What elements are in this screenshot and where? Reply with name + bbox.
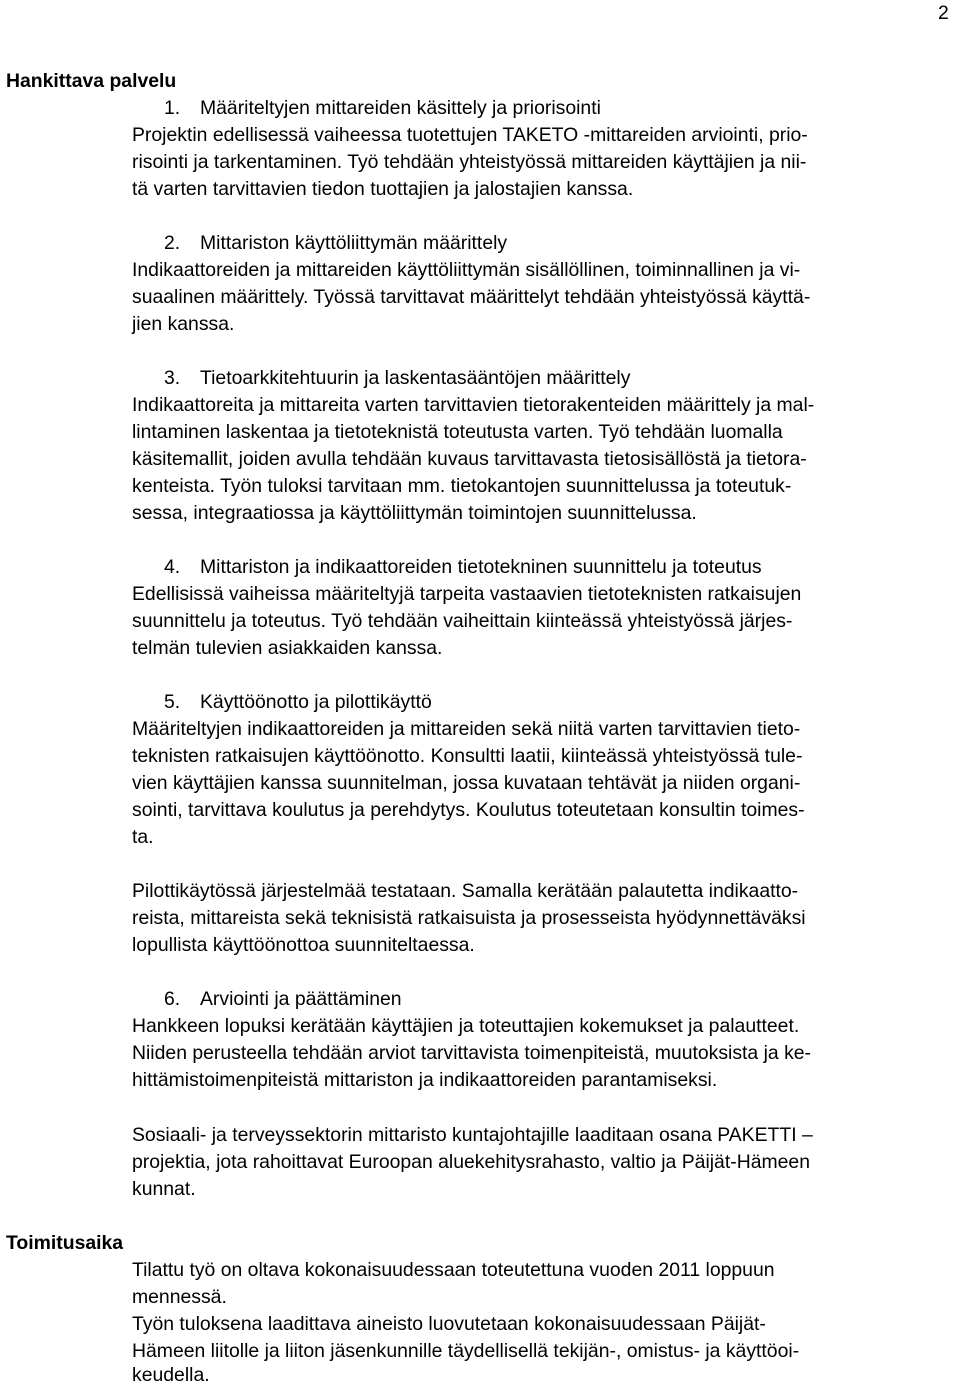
- item-1-title: [164, 95, 601, 122]
- delivery-line: Työn tuloksena laadittava aineisto luovutetaan kokonaisuudessaan Päijät-: [132, 1313, 766, 1335]
- item-5-extra-line: Pilottikäytössä järjestelmää testataan. Samalla kerätään palautetta indikaatto-: [132, 880, 799, 902]
- section-heading-service: Hankittava palvelu: [6, 70, 177, 92]
- delivery-line: Hämeen liitolle ja liiton jäsenkunnille täydellisellä tekijän-, omistus- ja käyttöoi-: [132, 1340, 800, 1362]
- item-5-title-text: Käyttöönotto ja pilottikäyttö: [200, 691, 432, 713]
- item-5-extra-line: reista, mittareista sekä teknisistä ratkaisuista ja prosesseista hyödynnettäväksi: [132, 907, 806, 929]
- item-5-number: 5.: [164, 691, 181, 713]
- item-3-title-text: Tietoarkkitehtuurin ja laskentasääntöjen määrittely: [200, 367, 631, 389]
- item-5-line: teknisten ratkaisujen käyttöönotto. Konsultti laatii, kiinteässä yhteistyössä tule-: [132, 745, 803, 767]
- item-1-number: 1.: [164, 97, 181, 119]
- closing-line: Sosiaali- ja terveyssektorin mittaristo kuntajohtajille laaditaan osana PAKETTI –: [132, 1124, 813, 1146]
- item-6-title: [164, 986, 402, 1013]
- item-6-line: hittämistoimenpiteistä mittariston ja indikaattoreiden parantamiseksi.: [132, 1069, 718, 1091]
- delivery-line: Tilattu työ on oltava kokonaisuudessaan toteutettuna vuoden 2011 loppuun: [132, 1259, 775, 1281]
- item-2-line: suaalinen määrittely. Työssä tarvittavat määrittelyt tehdään yhteistyössä käyttä-: [132, 286, 811, 308]
- item-1-title-text: Määriteltyjen mittareiden käsittely ja priorisointi: [200, 97, 601, 119]
- item-3-line: sessa, integraatiossa ja käyttöliittymän toimintojen suunnittelussa.: [132, 502, 697, 524]
- item-1-line: tä varten tarvittavien tiedon tuottajien ja jalostajien kanssa.: [132, 178, 634, 200]
- item-3-line: käsitemallit, joiden avulla tehdään kuvaus tarvittavasta tietosisällöstä ja tietora-: [132, 448, 807, 470]
- item-6-number: 6.: [164, 988, 181, 1010]
- item-2-line: Indikaattoreiden ja mittareiden käyttöliittymän sisällöllinen, toiminnallinen ja vi-: [132, 259, 801, 281]
- item-2-title: [164, 230, 507, 257]
- item-2-title-text: Mittariston käyttöliittymän määrittely: [200, 232, 508, 254]
- item-4-number: 4.: [164, 556, 181, 578]
- section-heading-delivery: Toimitusaika: [6, 1232, 124, 1254]
- item-5-line: ta.: [132, 826, 154, 848]
- item-2-number: 2.: [164, 232, 181, 254]
- item-5-line: sointi, tarvittava koulutus ja perehdytys. Koulutus toteutetaan konsultin toimes-: [132, 799, 805, 821]
- delivery-line: mennessä.: [132, 1286, 227, 1308]
- item-2-line: jien kanssa.: [132, 313, 235, 335]
- item-6-line: Hankkeen lopuksi kerätään käyttäjien ja toteuttajien kokemukset ja palautteet.: [132, 1015, 800, 1037]
- item-3-number: 3.: [164, 367, 181, 389]
- closing-line: projektia, jota rahoittavat Euroopan aluekehitysrahasto, valtio ja Päijät-Hämeen: [132, 1151, 810, 1173]
- item-4-line: telmän tulevien asiakkaiden kanssa.: [132, 637, 443, 659]
- item-5-line: Määriteltyjen indikaattoreiden ja mittareiden sekä niitä varten tarvittavien tieto-: [132, 718, 801, 740]
- item-3-title: [164, 365, 630, 392]
- item-4-line: suunnittelu ja toteutus. Työ tehdään vaiheittain kiinteässä yhteistyössä järjes-: [132, 610, 793, 632]
- item-5-line: vien käyttäjien kanssa suunnitelman, jossa kuvataan tehtävät ja niiden organi-: [132, 772, 801, 794]
- item-4-title: [164, 554, 762, 581]
- item-5-extra-line: lopullista käyttöönottoa suunniteltaessa.: [132, 934, 475, 956]
- item-1-line: Projektin edellisessä vaiheessa tuotettujen TAKETO -mittareiden arviointi, prio-: [132, 124, 808, 146]
- item-3-line: kenteista. Työn tuloksi tarvitaan mm. tietokantojen suunnittelussa ja toteutuk-: [132, 475, 792, 497]
- delivery-line: keudella.: [132, 1364, 210, 1386]
- item-4-line: Edellisissä vaiheissa määriteltyjä tarpeita vastaavien tietoteknisten ratkaisujen: [132, 583, 802, 605]
- item-5-title: [164, 689, 432, 716]
- item-3-line: lintaminen laskentaa ja tietoteknistä toteutusta varten. Työ tehdään luomalla: [132, 421, 783, 443]
- item-6-line: Niiden perusteella tehdään arviot tarvittavista toimenpiteistä, muutoksista ja ke-: [132, 1042, 812, 1064]
- item-3-line: Indikaattoreita ja mittareita varten tarvittavien tietorakenteiden määrittely ja mal-: [132, 394, 815, 416]
- item-4-title-text: Mittariston ja indikaattoreiden tietotekninen suunnittelu ja toteutus: [200, 556, 762, 578]
- closing-line: kunnat.: [132, 1178, 196, 1200]
- item-6-title-text: Arviointi ja päättäminen: [200, 988, 402, 1010]
- page-number: 2: [938, 2, 949, 24]
- item-1-line: risointi ja tarkentaminen. Työ tehdään yhteistyössä mittareiden käyttäjien ja nii-: [132, 151, 807, 173]
